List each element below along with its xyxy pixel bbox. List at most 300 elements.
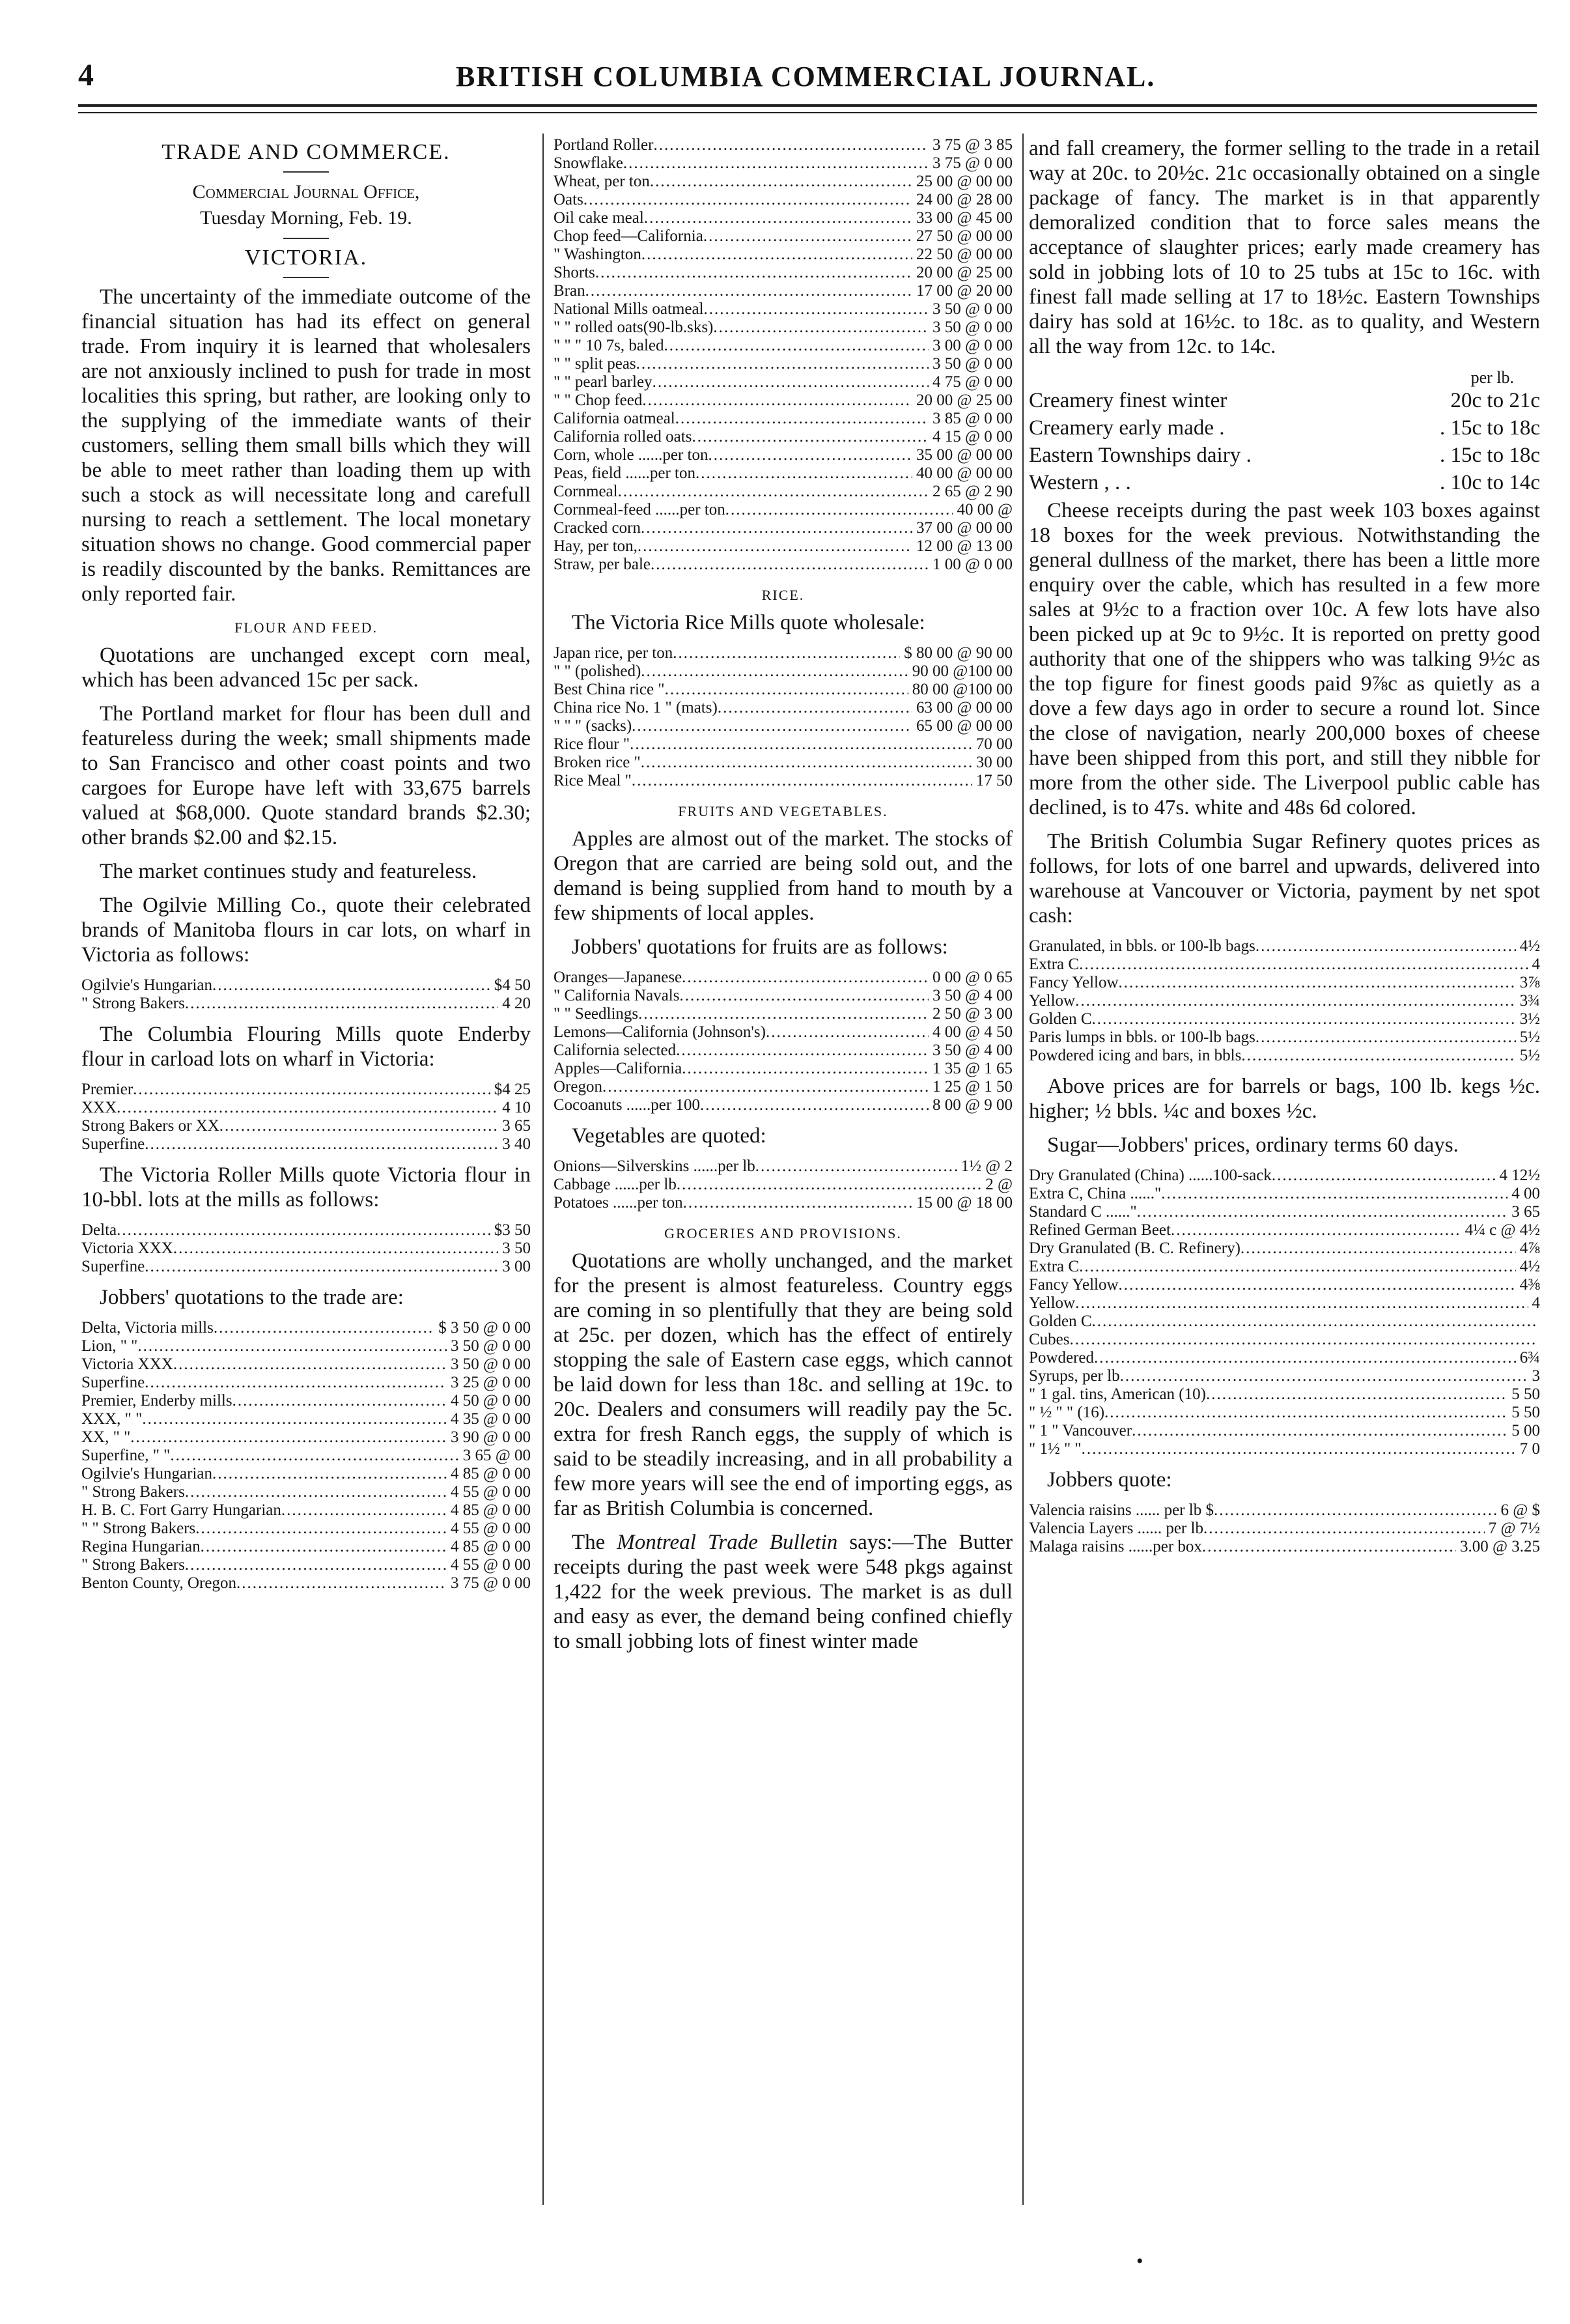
date-line: Tuesday Morning, Feb. 19. [200, 207, 412, 229]
item-price: 4 15 @ 0 00 [932, 428, 1013, 446]
item-name: Victoria XXX [81, 1355, 173, 1373]
item-name: Japan rice, per ton [554, 644, 673, 662]
leader-dots [1070, 1331, 1537, 1349]
leader-dots [595, 264, 912, 282]
dash-rule [283, 171, 329, 173]
price-row [554, 410, 1013, 428]
price-row [81, 1221, 531, 1240]
leader-dots [195, 1520, 447, 1538]
item-name: XXX [81, 1099, 117, 1116]
paragraph: The British Columbia Sugar Refinery quotes prices as follows, for lots of one barrel and upwards, delivered into warehouse at Vancouver or Victoria, payment by net spot cash: [1029, 830, 1540, 928]
price-row [81, 1319, 531, 1337]
item-name: Best China rice " [554, 681, 665, 698]
item-name: Portland Roller [554, 136, 654, 154]
price-row [554, 556, 1013, 574]
text-run: The [572, 1531, 617, 1554]
price-row [81, 1392, 531, 1410]
item-name: Regina Hungarian [81, 1538, 201, 1555]
paragraph: Sugar—Jobbers' prices, ordinary terms 60 days. [1047, 1133, 1459, 1157]
price-table [554, 1157, 1013, 1212]
price-row [554, 446, 1013, 464]
city-title: VICTORIA. [244, 246, 368, 270]
leader-dots [236, 1574, 447, 1593]
item-name: Lion, " " [81, 1337, 138, 1355]
leader-dots [583, 191, 912, 209]
item-price: 3 50 [502, 1240, 531, 1257]
item-price: 5 50 [1511, 1385, 1540, 1403]
item-name: Dry Granulated (B. C. Refinery) [1029, 1240, 1241, 1257]
leader-dots [673, 644, 900, 662]
price-row [554, 681, 1013, 699]
creamery-row [1029, 442, 1540, 468]
item-price: 5 00 [1511, 1422, 1540, 1439]
price-row [1029, 1520, 1540, 1538]
creamery-row [1029, 415, 1540, 441]
item-price: 4½ [1519, 1258, 1540, 1275]
item-name: National Mills oatmeal [554, 300, 704, 318]
leader-dots [1272, 1167, 1496, 1185]
item-name: Syrups, per lb [1029, 1367, 1120, 1385]
item-name: Extra C [1029, 956, 1080, 973]
item-price: 3 65 @ 00 [462, 1447, 531, 1464]
price-table [1029, 937, 1540, 1065]
item-name: " 1 " Vancouver [1029, 1422, 1132, 1439]
item-name: Creamery early made . [1029, 416, 1225, 440]
item-name: Ogilvie's Hungarian [81, 976, 212, 994]
item-name: Oranges—Japanese [554, 969, 682, 986]
item-price: 3 75 @ 0 00 [932, 154, 1013, 172]
item-price: 80 00 @100 00 [912, 681, 1013, 698]
price-row [1029, 1276, 1540, 1294]
leader-dots [1094, 1349, 1516, 1367]
leader-dots [1075, 1294, 1528, 1312]
leader-dots [201, 1538, 447, 1556]
item-price: 15 00 @ 18 00 [916, 1194, 1013, 1212]
paragraph: Jobbers quote: [1047, 1468, 1172, 1492]
item-name: Extra C, China ......" [1029, 1185, 1162, 1202]
leader-dots [682, 969, 929, 987]
item-price: 5½ [1519, 1047, 1540, 1064]
item-name: California selected [554, 1042, 677, 1059]
subhead-groceries: GROCERIES AND PROVISIONS. [664, 1225, 902, 1241]
price-row [1029, 1349, 1540, 1367]
leader-dots [1137, 1203, 1508, 1221]
leader-dots [117, 1221, 490, 1240]
price-row [1029, 1185, 1540, 1203]
item-name: Strong Bakers or XX [81, 1117, 219, 1135]
item-price: 30 00 [975, 754, 1013, 771]
item-name: " " " 10 7s, baled [554, 337, 664, 354]
subhead-flour: FLOUR AND FEED. [234, 619, 378, 636]
item-name: " ½ " " (16) [1029, 1404, 1105, 1421]
leader-dots [677, 1176, 981, 1194]
price-table [81, 976, 531, 1013]
leader-dots [1082, 1440, 1516, 1458]
item-price: 4½ [1519, 937, 1540, 955]
item-price: 3 50 @ 4 00 [932, 1042, 1013, 1059]
price-row [554, 355, 1013, 373]
item-price: 3 50 @ 0 00 [450, 1337, 531, 1355]
item-price: 3 25 @ 0 00 [450, 1374, 531, 1391]
item-price: 5 50 [1511, 1404, 1540, 1421]
leader-dots [755, 1157, 957, 1176]
intro-paragraph: The uncertainty of the immediate outcome of the financial situation has had its effect on general trade. From inquiry it is learned that wholesalers are not anxiously inclined to push for trade in most localities this spring, but rather, are looking only to the supplying of the immediate wants of their customers, selling them small bills which they will be able to meet rather than loading them up with such a stock as will necessitate long and carefull nursing to reach a settlement. The local monetary situation shows no change. Good commercial paper is readily discounted by the banks. Remittances are only reported fair. [81, 285, 531, 606]
price-row [81, 1465, 531, 1483]
price-row [1029, 956, 1540, 974]
leader-dots [632, 772, 972, 790]
item-name: Delta [81, 1221, 117, 1239]
item-name: Creamery finest winter [1029, 389, 1227, 412]
item-price: 3 00 @ 0 00 [932, 337, 1013, 354]
leader-dots [1255, 1028, 1516, 1047]
leader-dots [644, 209, 912, 227]
leader-dots [1104, 1404, 1507, 1422]
item-name: " " Chop feed [554, 391, 643, 409]
price-row [554, 1060, 1013, 1078]
item-price: 20 00 @ 25 00 [916, 391, 1013, 409]
price-row [1029, 1221, 1540, 1240]
item-price: 4 85 @ 0 00 [450, 1501, 531, 1519]
price-row [554, 537, 1013, 556]
price-row [1029, 1028, 1540, 1047]
price-row [1029, 1258, 1540, 1276]
item-price: $3 50 [494, 1221, 531, 1239]
price-row [81, 1355, 531, 1374]
leader-dots [766, 1023, 929, 1042]
price-row [554, 1176, 1013, 1194]
item-price: 7 0 [1519, 1440, 1540, 1458]
item-price: 37 00 @ 00 00 [916, 519, 1013, 537]
leader-dots [682, 1060, 929, 1078]
leader-dots [173, 1355, 447, 1374]
item-price: 4 [1532, 1294, 1540, 1312]
leader-dots [1075, 992, 1516, 1010]
price-row [1029, 1440, 1540, 1458]
section-title: TRADE AND COMMERCE. [161, 140, 451, 164]
item-name: Ogilvie's Hungarian [81, 1465, 212, 1482]
price-row [1029, 1240, 1540, 1258]
item-price: 70 00 [975, 735, 1013, 753]
item-name: H. B. C. Fort Garry Hungarian [81, 1501, 281, 1519]
creamery-table [1029, 388, 1540, 496]
leader-dots [664, 337, 928, 355]
item-price: 40 00 @ [957, 501, 1013, 518]
leader-dots [1202, 1538, 1456, 1556]
item-name: Delta, Victoria mills [81, 1319, 214, 1337]
paragraph: Quotations are unchanged except corn meal, which has been advanced 15c per sack. [81, 644, 531, 692]
price-row [1029, 1501, 1540, 1520]
item-name: Onions—Silverskins ......per lb [554, 1157, 755, 1175]
price-row [1029, 1331, 1540, 1349]
item-name: Granulated, in bbls. or 100-lb bags [1029, 937, 1255, 955]
item-name: " " split peas [554, 355, 636, 373]
leader-dots [133, 1081, 490, 1099]
item-price: 3 75 @ 0 00 [450, 1574, 531, 1592]
item-price: 4 12½ [1499, 1167, 1540, 1184]
price-table [554, 969, 1013, 1114]
paragraph: The Columbia Flouring Mills quote Enderby flour in carload lots on wharf in Victoria: [81, 1023, 531, 1071]
leader-dots [651, 556, 929, 574]
creamery-row [1029, 388, 1540, 414]
item-name: " " Strong Bakers [81, 1520, 196, 1537]
item-name: Rice flour " [554, 735, 630, 753]
price-row [81, 1337, 531, 1355]
item-name: Paris lumps in bbls. or 100-lb bags [1029, 1028, 1255, 1046]
leader-dots [676, 1042, 929, 1060]
item-name: Yellow [1029, 1294, 1076, 1312]
leader-dots [145, 1258, 498, 1276]
price-row [554, 1005, 1013, 1023]
leader-dots [718, 699, 912, 717]
item-price: 3¾ [1519, 992, 1540, 1010]
item-name: Oregon [554, 1078, 602, 1096]
price-row [554, 337, 1013, 355]
price-row [81, 1258, 531, 1276]
price-row [554, 319, 1013, 337]
leader-dots [638, 1005, 929, 1023]
leader-dots [630, 735, 972, 754]
leader-dots [665, 681, 908, 699]
paragraph: The market continues study and featureless. [100, 860, 477, 883]
subhead-rice: RICE. [761, 587, 805, 603]
item-price: 4 00 @ 4 50 [932, 1023, 1013, 1041]
leader-dots [653, 136, 929, 154]
item-name: XXX, " " [81, 1410, 143, 1428]
column-2 [554, 134, 1013, 1663]
item-price: 17 00 @ 20 00 [916, 282, 1013, 300]
item-name: Cubes [1029, 1331, 1070, 1348]
leader-dots [641, 246, 912, 264]
price-row [554, 969, 1013, 987]
item-price: 3 65 [502, 1117, 531, 1135]
unit-label: per lb. [1470, 368, 1514, 387]
leader-dots [1255, 937, 1516, 956]
leader-dots [700, 1096, 929, 1114]
paragraph: Apples are almost out of the market. The stocks of Oregon that are carried are being sold out, and the demand is being supplied from hand to mouth by a few shipments of local apples. [554, 827, 1013, 925]
item-price: 3 50 @ 0 00 [932, 355, 1013, 373]
item-name: " California Navals [554, 987, 680, 1004]
item-price: 12 00 @ 13 00 [916, 537, 1013, 555]
item-price: 90 00 @100 00 [912, 662, 1013, 680]
item-price: 6 @ $ [1500, 1501, 1540, 1519]
price-row [554, 754, 1013, 772]
item-name: Superfine, " " [81, 1447, 171, 1464]
leader-dots [1119, 1276, 1516, 1294]
item-price: 22 50 @ 00 00 [916, 246, 1013, 263]
item-price: 4 55 @ 0 00 [450, 1556, 531, 1574]
price-table [1029, 1501, 1540, 1556]
journal-title: BRITISH COLUMBIA COMMERCIAL JOURNAL. [456, 61, 1156, 92]
item-price: 7 @ 7½ [1488, 1520, 1540, 1537]
item-price: 35 00 @ 00 00 [916, 446, 1013, 464]
price-row [81, 1501, 531, 1520]
price-row [81, 995, 531, 1013]
item-price: 3 50 @ 0 00 [932, 319, 1013, 336]
item-price: 20c to 21c [1450, 389, 1540, 412]
price-row [554, 391, 1013, 410]
price-row [554, 1157, 1013, 1176]
item-name: Corn, whole ......per ton [554, 446, 708, 464]
item-price: 1 00 @ 0 00 [932, 556, 1013, 573]
item-name: Eastern Townships dairy . [1029, 444, 1252, 467]
item-price: 3 50 @ 4 00 [932, 987, 1013, 1004]
price-row [81, 1135, 531, 1154]
leader-dots [725, 501, 953, 519]
item-price: 17 50 [975, 772, 1013, 789]
item-name: " Strong Bakers [81, 1483, 185, 1501]
item-name: Golden C [1029, 1010, 1092, 1028]
item-price: 3 65 [1511, 1203, 1540, 1221]
leader-dots [145, 1135, 498, 1154]
price-table [81, 1081, 531, 1154]
item-name: Peas, field ......per ton [554, 464, 696, 482]
leader-dots [1079, 956, 1528, 974]
price-row [81, 1447, 531, 1465]
price-row [1029, 992, 1540, 1010]
paragraph: and fall creamery, the former selling to the trade in a retail way at 20c. to 20½c. 21c occasionally obtained on a single package of fancy. The market is in that apparently demoralized condition that to force sales means the acceptance of slaughter prices; early made creamery has sold in jobbing lots of 10 to 25 tubs at 15c to 16c. with finest fall made selling at 17 to 18½c. Eastern Townships dairy has sold at 16½c. to 18c. as to quality, and Western all the way from 12c. to 14c. [1029, 137, 1540, 358]
item-name: Rice Meal " [554, 772, 632, 789]
column-divider [542, 134, 544, 2205]
creamery-row [1029, 470, 1540, 496]
price-row [554, 209, 1013, 227]
paragraph: Jobbers' quotations for fruits are as follows: [572, 935, 948, 959]
price-row [554, 644, 1013, 662]
item-price: 3.00 @ 3.25 [1459, 1538, 1540, 1555]
price-row [81, 1240, 531, 1258]
paragraph: The Victoria Rice Mills quote wholesale: [572, 611, 925, 634]
leader-dots [585, 282, 912, 300]
leader-dots [1119, 974, 1516, 992]
item-price: 4 [1532, 956, 1540, 973]
price-row [554, 1023, 1013, 1042]
item-name: China rice No. 1 " (mats) [554, 699, 718, 716]
item-name: " " Seedlings [554, 1005, 639, 1023]
price-row [1029, 1538, 1540, 1556]
item-name: Valencia Layers ...... per lb [1029, 1520, 1203, 1537]
item-price: 65 00 @ 00 00 [916, 717, 1013, 735]
price-row [554, 154, 1013, 173]
item-price: . 15c to 18c [1440, 444, 1540, 467]
item-name: Benton County, Oregon [81, 1574, 236, 1592]
item-price: 8 00 @ 9 00 [932, 1096, 1013, 1114]
print-dot: • [1136, 2250, 1143, 2272]
paragraph: The Portland market for flour has been dull and featureless during the week; small shipments made to San Francisco and other coast points and two cargoes for Europe have left with 33,675 barrels valued at $68,000. Quote standard brands $2.30; other brands $2.00 and $2.15. [81, 702, 531, 849]
item-name: " 1½ " " [1029, 1440, 1082, 1458]
item-price: 4 20 [502, 995, 531, 1012]
item-name: Chop feed—California [554, 227, 703, 245]
item-name: Bran [554, 282, 585, 300]
item-name: Oats [554, 191, 583, 208]
leader-dots [173, 1240, 498, 1258]
item-name: Cornmeal [554, 483, 618, 500]
item-price: $ 80 00 @ 90 00 [904, 644, 1013, 662]
item-name: " " pearl barley [554, 373, 652, 391]
item-name: Premier [81, 1081, 133, 1098]
leader-dots [641, 754, 972, 772]
price-table [554, 644, 1013, 790]
item-name: Cornmeal-feed ......per ton [554, 501, 725, 518]
item-name: Straw, per bale [554, 556, 651, 573]
price-row [81, 1556, 531, 1574]
item-price: 3½ [1519, 1010, 1540, 1028]
leader-dots [214, 1319, 434, 1337]
leader-dots [642, 391, 912, 410]
leader-dots [1241, 1240, 1516, 1258]
item-name: Powdered icing and bars, in bbls [1029, 1047, 1242, 1064]
paragraph: Above prices are for barrels or bags, 100 lb. kegs ½c. higher; ½ bbls. ¼c and boxes ½c. [1029, 1075, 1540, 1123]
item-price: 3 85 @ 0 00 [932, 410, 1013, 427]
item-price: $ 3 50 @ 0 00 [438, 1319, 531, 1337]
item-name: Wheat, per ton [554, 173, 650, 190]
item-name: " Washington [554, 246, 641, 263]
item-name: Refined German Beet [1029, 1221, 1171, 1239]
leader-dots [170, 1447, 458, 1465]
item-name: Potatoes ......per ton [554, 1194, 683, 1212]
item-name: California oatmeal [554, 410, 675, 427]
leader-dots [692, 428, 929, 446]
item-price: 1 25 @ 1 50 [932, 1078, 1013, 1096]
item-name: Premier, Enderby mills [81, 1392, 232, 1410]
leader-dots [145, 1374, 447, 1392]
price-row [554, 373, 1013, 391]
leader-dots [1203, 1520, 1485, 1538]
price-row [554, 717, 1013, 735]
item-price: 4 35 @ 0 00 [450, 1410, 531, 1428]
item-name: Cabbage ......per lb [554, 1176, 677, 1193]
price-row [81, 1099, 531, 1117]
leader-dots [641, 662, 908, 681]
item-price: 3 40 [502, 1135, 531, 1153]
leader-dots [623, 154, 929, 173]
item-name: Shorts [554, 264, 595, 281]
price-row [1029, 1367, 1540, 1385]
item-name: " " rolled oats(90-lb.sks) [554, 319, 714, 336]
item-price: 40 00 @ 00 00 [916, 464, 1013, 482]
leader-dots [1079, 1258, 1516, 1276]
paragraph: Jobbers' quotations to the trade are: [100, 1286, 404, 1309]
column-divider [1022, 134, 1024, 2205]
price-row [554, 428, 1013, 446]
item-price: 3 50 @ 0 00 [932, 300, 1013, 318]
leader-dots [117, 1099, 498, 1117]
item-price: 3 75 @ 3 85 [932, 136, 1013, 154]
price-table [81, 1221, 531, 1276]
item-price: 2 65 @ 2 90 [932, 483, 1013, 500]
price-row [554, 464, 1013, 483]
item-price: 1 35 @ 1 65 [932, 1060, 1013, 1077]
price-row [81, 1410, 531, 1428]
item-price: 4⅜ [1519, 1276, 1540, 1294]
leader-dots [1214, 1501, 1497, 1520]
leader-dots [1092, 1312, 1536, 1331]
item-price: 3 90 @ 0 00 [450, 1428, 531, 1446]
item-name: Powdered [1029, 1349, 1094, 1367]
leader-dots [212, 976, 490, 995]
leader-dots [137, 1337, 447, 1355]
leader-dots [1241, 1047, 1515, 1065]
item-name: " Strong Bakers [81, 1556, 185, 1574]
item-name: Golden C [1029, 1312, 1092, 1330]
price-row [554, 501, 1013, 519]
leader-dots [1206, 1385, 1507, 1404]
item-name: Extra C [1029, 1258, 1080, 1275]
item-name: Victoria XXX [81, 1240, 173, 1257]
item-price: 33 00 @ 45 00 [916, 209, 1013, 227]
leader-dots [212, 1465, 447, 1483]
column-1 [81, 134, 531, 1602]
text-run: says:—The Butter receipts during the past week were 548 pkgs against 1,422 for the week previous. The market is as dull and easy as ever, the demand being confined chiefly to small jobbing lots of finest winter made [554, 1531, 1013, 1653]
price-table [554, 136, 1013, 574]
